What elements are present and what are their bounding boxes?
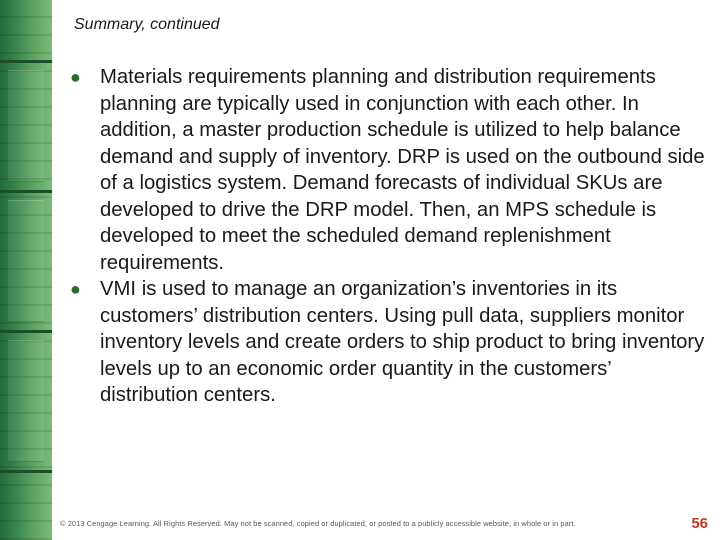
bullet-text: Materials requirements planning and distribution requirements planning are typically used in conjunction with each other. In addition, a master production schedule is utilized to help balance demand and supply of inventory. DRP is used on the outbound side of a logistics system. Demand forecasts of individual SKUs are developed to drive the DRP model. Then, an MPS schedule is developed to meet the scheduled demand replenishment requirements. <box>100 66 705 274</box>
bullet-icon: ● <box>70 279 81 299</box>
sidebar-stripe <box>0 190 52 193</box>
bullet-item <box>70 64 706 276</box>
sidebar-panel <box>8 340 44 462</box>
sidebar-panel <box>8 70 44 182</box>
page-number: 56 <box>691 515 708 532</box>
bullet-item <box>70 276 706 409</box>
copyright-footer: © 2013 Cengage Learning. All Rights Reserved. May not be scanned, copied or duplicated, or posted to a publicly accessible website, in whole or in part. <box>60 519 576 528</box>
sidebar-stripe <box>0 330 52 333</box>
sidebar-stripe <box>0 470 52 473</box>
decorative-sidebar <box>0 0 52 540</box>
sidebar-panel <box>8 200 44 322</box>
slide-heading: Summary, continued <box>74 16 220 33</box>
bullet-list <box>70 64 706 409</box>
sidebar-stripe <box>0 60 52 63</box>
bullet-text: VMI is used to manage an organization’s inventories in its customers’ distribution centers. Using pull data, suppliers monitor inventory levels and create orders to ship product to bring inventory levels up to an economic order quantity in the customers’ distribution centers. <box>100 278 705 406</box>
bullet-icon: ● <box>70 67 81 87</box>
slide-content <box>52 0 720 540</box>
